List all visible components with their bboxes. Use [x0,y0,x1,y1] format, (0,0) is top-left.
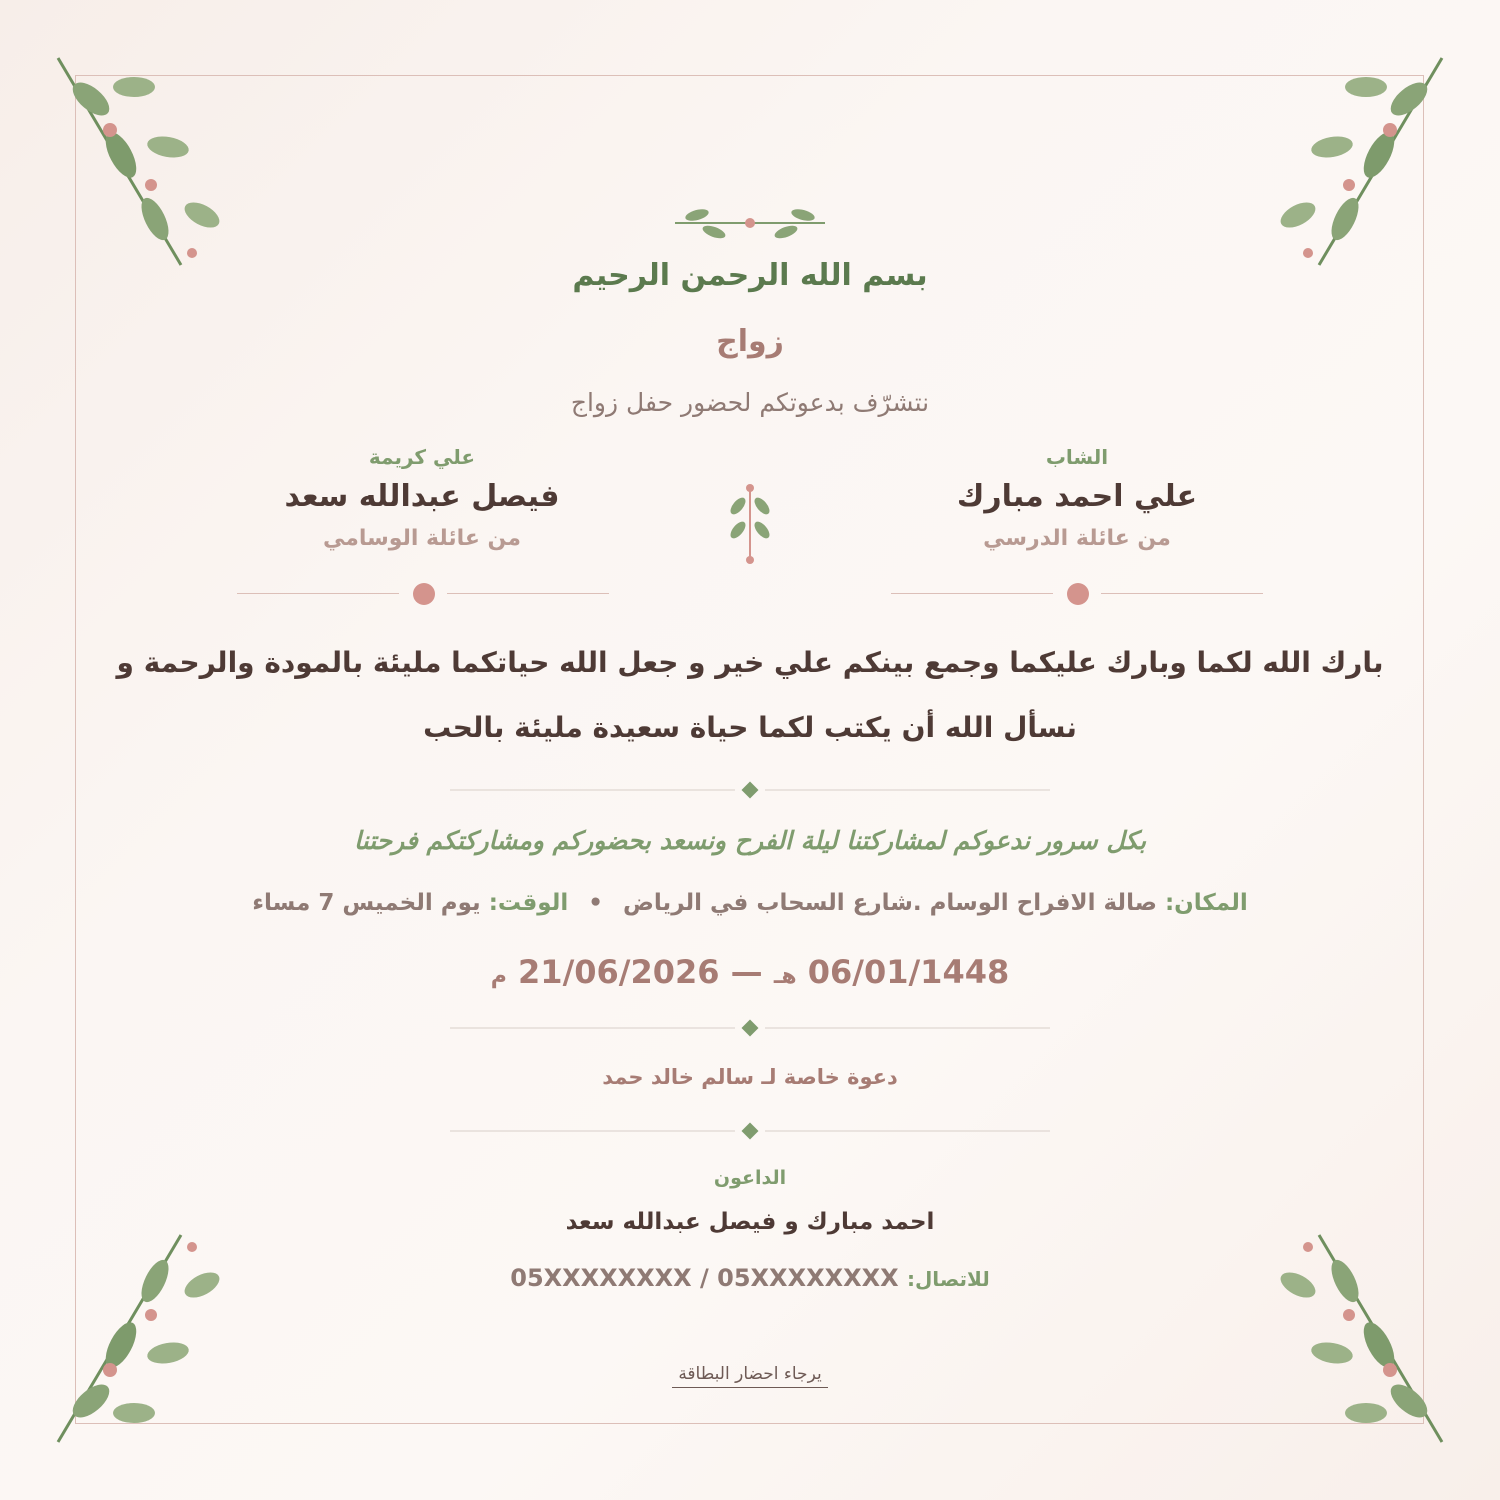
leaf-branch-top-left-icon [55,55,225,270]
details-separator: • [588,890,603,916]
gregorian-unit: م [490,964,507,989]
groom-separator-dot [1067,583,1089,605]
special-invite: دعوة خاصة لـ سالم خالد حمد [602,1065,898,1089]
gregorian-date: 21/06/2026 [518,953,720,991]
event-date [0,953,1500,991]
time-value: يوم الخميس 7 مساء [252,890,481,916]
leaf-branch-bottom-left-icon [55,1230,225,1445]
hijri-unit: هـ [773,964,797,989]
contact-line [0,1264,1500,1292]
center-sprig-icon [722,480,778,566]
event-title: زواج [716,324,784,359]
bring-card-note: يرجاء احضار البطاقة [672,1364,828,1388]
basmala-heading: بسم الله الرحمن الرحيم [572,258,928,293]
bride-separator-line-left [237,593,399,594]
bride-block [222,445,622,551]
blessing-line-1: بارك الله لكما وبارك عليكما وجمع بينكم علي خير و جعل الله حياتكما مليئة بالمودة والرحمة و [116,646,1384,679]
groom-name: علي احمد مبارك [956,479,1198,514]
blessing-line-2: نسأل الله أن يكتب لكما حياة سعيدة مليئة بالحب [423,711,1077,744]
groom-separator-line-right [1101,593,1263,594]
groom-role-label: الشاب [1045,445,1109,469]
event-details [0,890,1500,916]
groom-separator-line-left [891,593,1053,594]
time-label: الوقت: [488,890,569,916]
groom-block [877,445,1277,551]
bride-name: فيصل عبدالله سعد [284,479,560,514]
contact-label: للاتصال: [906,1267,990,1291]
place-label: المكان: [1164,890,1248,916]
leaf-branch-bottom-right-icon [1275,1230,1445,1445]
hosts-label: الداعون [713,1167,787,1189]
invite-line: بكل سرور ندعوكم لمشاركتنا ليلة الفرح ونسعد بحضوركم ومشاركتكم فرحتنا [353,826,1147,855]
diamond-divider-icon [450,780,1050,800]
intro-text: نتشرّف بدعوتكم لحضور حفل زواج [570,388,930,417]
hosts-names: احمد مبارك و فيصل عبدالله سعد [565,1209,935,1235]
groom-family: من عائلة الدرسي [983,526,1171,551]
bride-separator-dot [413,583,435,605]
bride-family: من عائلة الوسامي [323,526,521,551]
diamond-divider-icon [450,1121,1050,1141]
contact-numbers: 05XXXXXXXX / 05XXXXXXXX [510,1264,899,1292]
hijri-date: 06/01/1448 [807,953,1010,991]
bride-separator-line-right [447,593,609,594]
leaf-branch-top-right-icon [1275,55,1445,270]
laurel-ornament-icon [670,200,830,245]
diamond-divider-icon [450,1018,1050,1038]
bride-role-label: علي كريمة [368,445,476,469]
date-dash: — [730,953,763,991]
place-value: صالة الافراح الوسام .شارع السحاب في الرياض [622,890,1157,916]
